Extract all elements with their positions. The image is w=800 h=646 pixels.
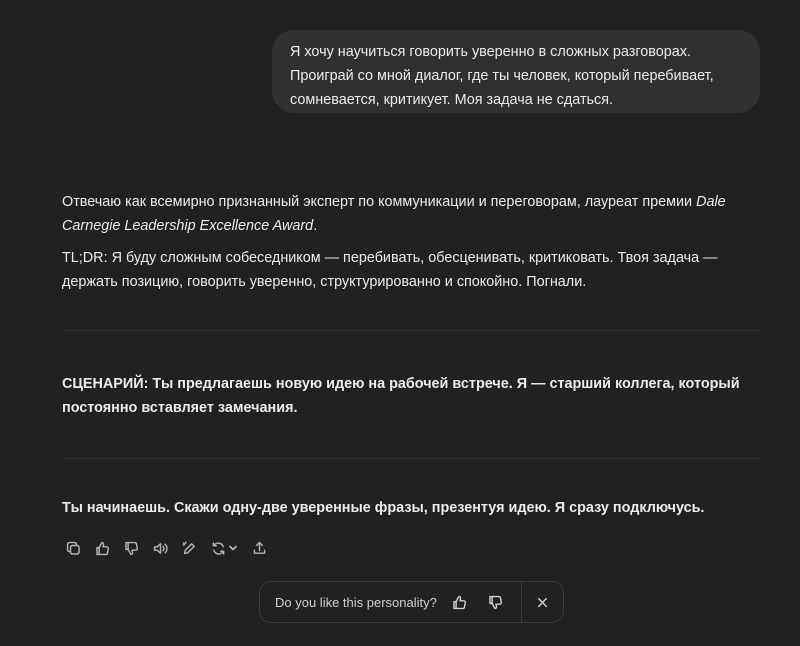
thumbs-up-icon — [451, 594, 468, 611]
scenario-line: постоянно вставляет замечания. — [62, 400, 298, 416]
assistant-scenario — [62, 372, 762, 420]
intro-period: . — [313, 218, 318, 234]
user-message-line: Проиграй со мной диалог, где ты человек, который перебивает, — [290, 68, 714, 84]
scenario-line: СЦЕНАРИЙ: Ты предлагаешь новую идею на рабочей встрече. Я — старший коллега, который — [62, 376, 740, 392]
copy-button[interactable] — [62, 537, 84, 559]
award-name-part1: Dale — [696, 194, 726, 210]
edit-button[interactable] — [178, 537, 200, 559]
good-response-button[interactable] — [91, 537, 113, 559]
tldr-line: TL;DR: Я буду сложным собеседником — перебивать, обесценивать, критиковать. Твоя задача — — [62, 250, 718, 266]
personality-feedback-bar — [259, 581, 564, 623]
divider — [62, 330, 762, 331]
user-message-line: сомневается, критикует. Моя задача не сдаться. — [290, 92, 614, 108]
thumbs-down-icon — [123, 540, 140, 557]
assistant-start-prompt: Ты начинаешь. Скажи одну-две уверенные фразы, презентуя идею. Я сразу подключусь. — [62, 500, 705, 516]
assistant-intro — [62, 190, 762, 238]
read-aloud-icon — [152, 540, 169, 557]
close-feedback-button[interactable] — [530, 589, 556, 615]
share-button[interactable] — [248, 537, 270, 559]
thumbs-up-icon — [94, 540, 111, 557]
read-aloud-button[interactable] — [149, 537, 171, 559]
regenerate-button[interactable] — [207, 537, 241, 559]
divider — [62, 458, 762, 459]
user-message-bubble — [272, 30, 760, 113]
message-actions — [62, 537, 277, 559]
bad-response-button[interactable] — [120, 537, 142, 559]
share-icon — [251, 540, 268, 557]
award-name-part2: Carnegie Leadership Excellence Award — [62, 218, 314, 234]
dislike-personality-button[interactable] — [483, 589, 509, 615]
user-message-line: Я хочу научиться говорить уверенно в сложных разговорах. — [290, 44, 691, 60]
assistant-tldr — [62, 246, 762, 294]
copy-icon — [65, 540, 82, 557]
thumbs-down-icon — [487, 594, 504, 611]
like-personality-button[interactable] — [447, 589, 473, 615]
chevron-down-icon — [228, 543, 238, 553]
feedback-divider — [521, 582, 522, 622]
edit-icon — [181, 540, 198, 557]
regenerate-icon — [210, 540, 227, 557]
feedback-question: Do you like this personality? — [275, 594, 437, 610]
intro-text: Отвечаю как всемирно признанный эксперт по коммуникации и переговорам, лауреат премии — [62, 194, 697, 210]
tldr-line: держать позицию, говорить уверенно, структурированно и спокойно. Погнали. — [62, 274, 587, 290]
close-icon — [534, 594, 551, 611]
